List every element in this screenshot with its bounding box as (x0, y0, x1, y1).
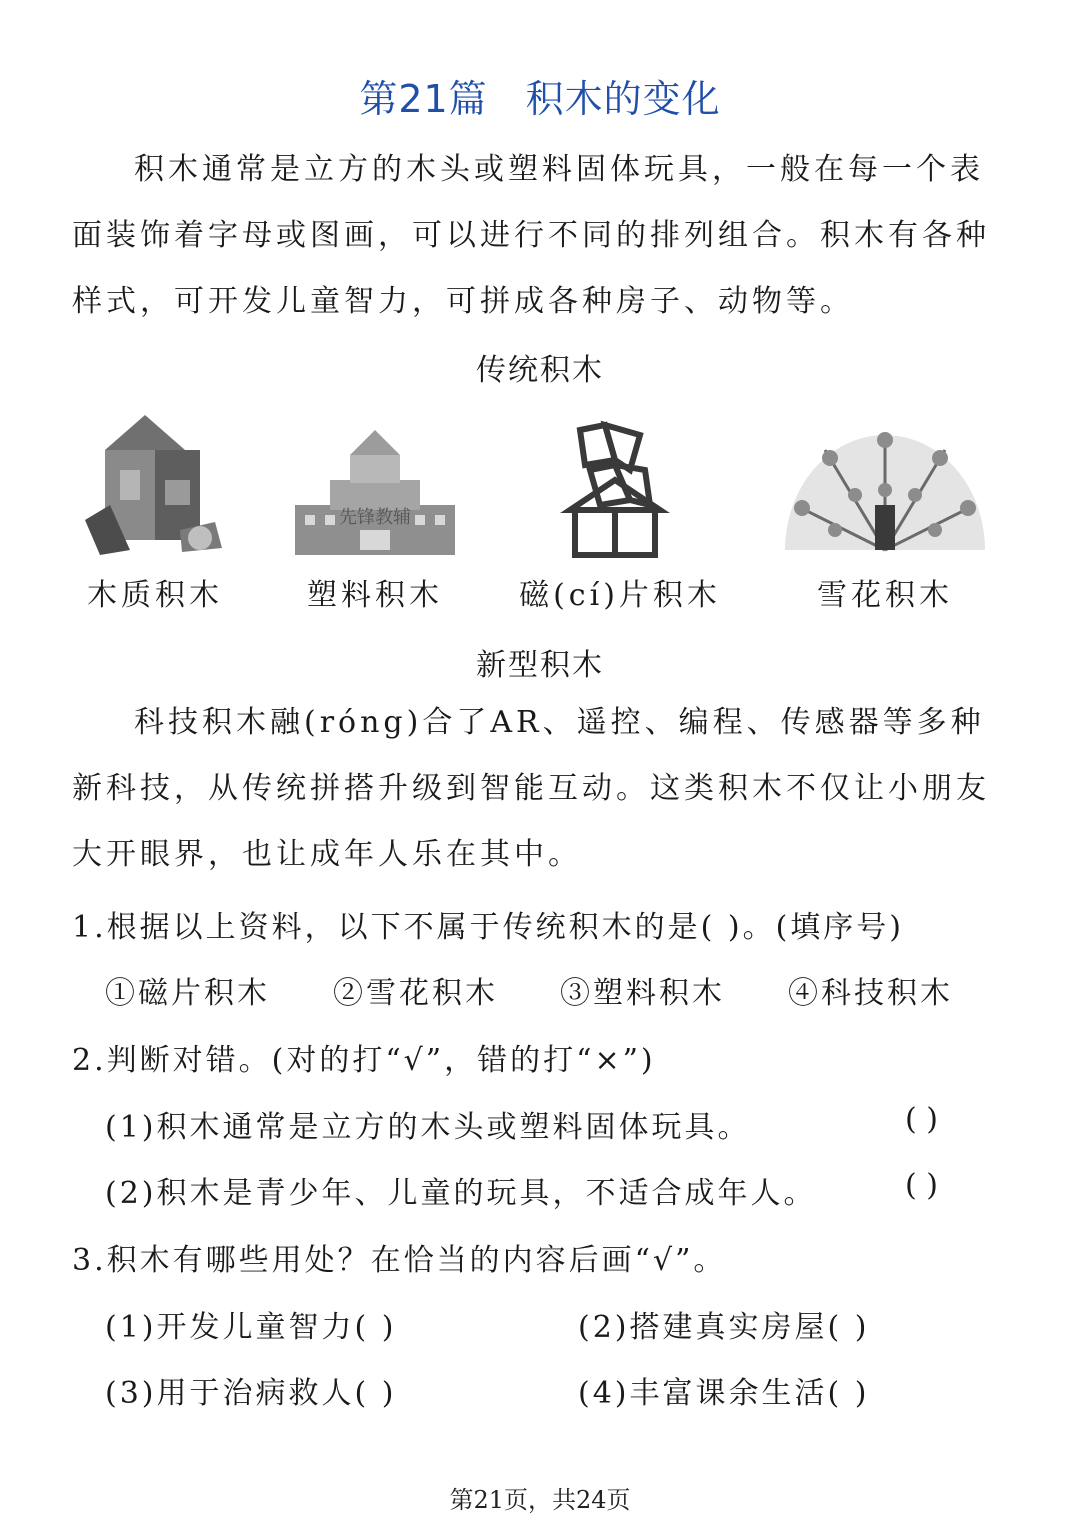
watermark-text: 先锋教辅 (339, 507, 411, 528)
question-3: 3.积木有哪些用处？在恰当的内容后画“√”。 (72, 1243, 727, 1278)
new-heading: 新型积木 (476, 648, 604, 683)
q2-item-1: (1)积木通常是立方的木头或塑料固体玩具。 (105, 1110, 751, 1145)
chapter-number: 第21篇 (359, 77, 488, 121)
q2-item-1-answer-blank[interactable]: ( ) (905, 1102, 938, 1137)
plastic-blocks-icon (290, 425, 460, 560)
snowflake-blocks-label: 雪花积木 (817, 578, 953, 613)
q3-item-3[interactable]: (3)用于治病救人( ) (105, 1376, 397, 1411)
wooden-blocks-icon (80, 410, 230, 560)
magnetic-tiles-label: 磁(cí)片积木 (519, 578, 721, 613)
q2-item-2-answer-blank[interactable]: ( ) (905, 1168, 938, 1203)
q1-option-3[interactable]: ③塑料积木 (560, 976, 725, 1011)
q3-item-2[interactable]: (2)搭建真实房屋( ) (578, 1310, 870, 1345)
q1-option-4[interactable]: ④科技积木 (788, 976, 953, 1011)
snowflake-blocks-icon (780, 420, 990, 560)
q2-item-2: (2)积木是青少年、儿童的玩具，不适合成年人。 (105, 1176, 817, 1211)
intro-paragraph: 积木通常是立方的木头或塑料固体玩具，一般在每一个表面装饰着字母或图画，可以进行不同的排列组合。积木有各种样式，可开发儿童智力，可拼成各种房子、动物等。 (72, 152, 990, 319)
tech-paragraph: 科技积木融(róng)合了AR、遥控、编程、传感器等多种新科技，从传统拼搭升级到智能互动。这类积木不仅让小朋友大开眼界，也让成年人乐在其中。 (72, 705, 990, 872)
q3-item-4[interactable]: (4)丰富课余生活( ) (578, 1376, 870, 1411)
traditional-heading: 传统积木 (476, 353, 604, 388)
question-2: 2.判断对错。(对的打“√”，错的打“×”) (72, 1043, 656, 1078)
wooden-blocks-label: 木质积木 (87, 578, 223, 613)
q1-option-1[interactable]: ①磁片积木 (105, 976, 270, 1011)
q1-option-2[interactable]: ②雪花积木 (333, 976, 498, 1011)
question-1: 1.根据以上资料，以下不属于传统积木的是( )。(填序号) (72, 910, 904, 945)
page-title (0, 68, 1080, 123)
chapter-name: 积木的变化 (525, 77, 721, 121)
magnetic-tiles-icon (560, 420, 670, 560)
page-footer: 第21页，共24页 (449, 1486, 631, 1514)
plastic-blocks-label: 塑料积木 (307, 578, 443, 613)
q3-item-1[interactable]: (1)开发儿童智力( ) (105, 1310, 397, 1345)
